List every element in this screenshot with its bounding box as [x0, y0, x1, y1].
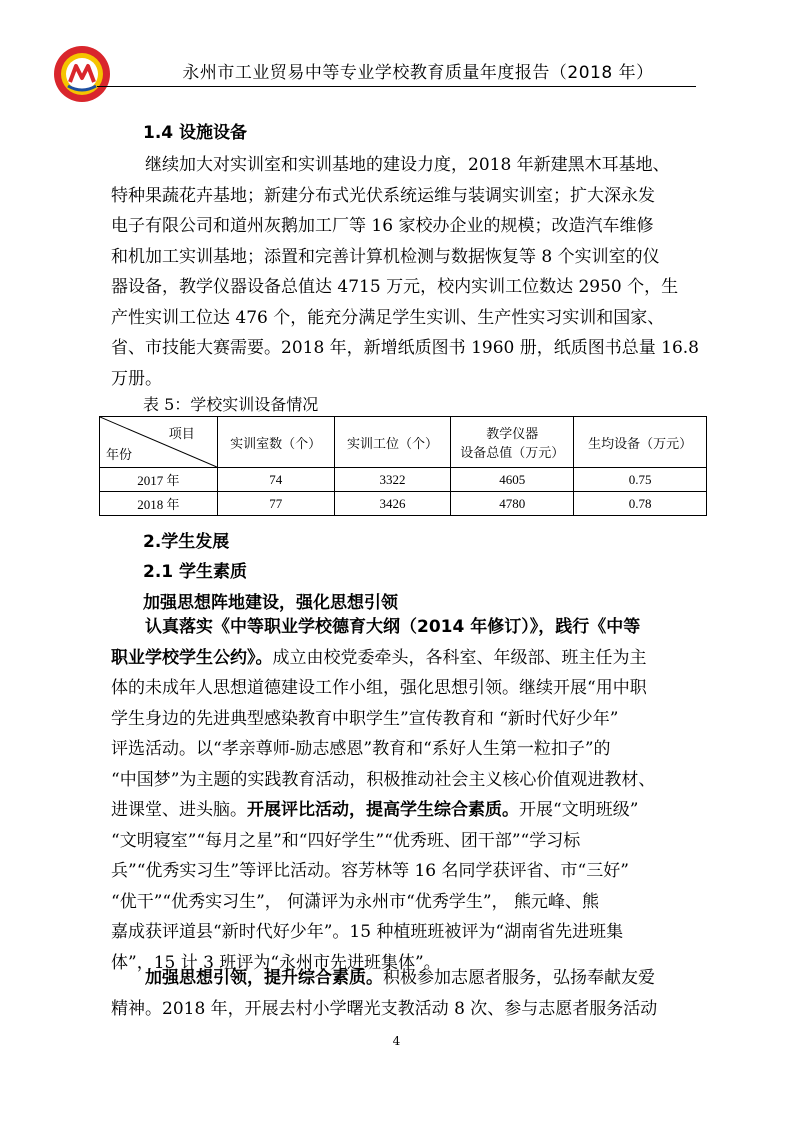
table-cell: 2018 年	[100, 492, 218, 516]
paragraph-moral-education	[111, 612, 701, 978]
text-line	[111, 612, 701, 643]
text-line: 进课堂、进头脑。开展评比活动，提高学生综合素质。开展“文明班级”	[111, 800, 639, 820]
text-line: 评选活动。以“孝亲尊师-励志感恩”教育和“系好人生第一粒扣子”的	[111, 739, 611, 759]
header-cell: 实训室数（个）	[217, 417, 334, 468]
corner-label-item: 项目	[168, 426, 195, 441]
table-cell: 3426	[334, 492, 451, 516]
table-cell: 0.78	[574, 492, 707, 516]
header-cell: 教学仪器 设备总值（万元）	[451, 417, 574, 468]
text-line: 体”，15 计 3 班评为“永州市先进班集体”。	[111, 952, 441, 973]
text-line: 和机加工实训基地；添置和完善计算机检测与数据恢复等 8 个实训室的仪	[111, 246, 660, 267]
header-cell: 实训工位（个）	[334, 417, 451, 468]
equipment-table	[99, 416, 707, 516]
section-heading-student-development: 2.学生发展	[143, 532, 230, 552]
table-caption: 表 5：学校实训设备情况	[143, 395, 319, 414]
table-cell: 2017 年	[100, 468, 218, 492]
table-row	[100, 492, 707, 516]
table-cell: 4780	[451, 492, 574, 516]
text-line: 体的未成年人思想道德建设工作小组，强化思想引领。继续开展“用中职	[111, 678, 647, 698]
table-header-row	[100, 417, 707, 468]
text-line: 学生身边的先进典型感染教育中职学生”宣传教育和 “新时代好少年”	[111, 708, 619, 729]
table-cell: 74	[217, 468, 334, 492]
bold-heading-ideology: 加强思想阵地建设，强化思想引领	[143, 593, 398, 613]
subsection-heading-student-quality: 2.1 学生素质	[143, 562, 248, 582]
text-line: 兵”“优秀实习生”等评比活动。容芳林等 16 名同学获评省、市“三好”	[111, 861, 629, 881]
section-heading-facilities: 1.4 设施设备	[143, 123, 248, 143]
text-line: 万册。	[111, 368, 162, 389]
text-line: 电子有限公司和道州灰鹅加工厂等 16 家校办企业的规模；改造汽车维修	[111, 216, 654, 236]
text-line: 省、市技能大赛需要。2018 年，新增纸质图书 1960 册，纸质图书总量 16.8	[111, 338, 699, 358]
paragraph-facilities	[111, 150, 701, 394]
table-cell: 0.75	[574, 468, 707, 492]
text-line: 精神。2018 年，开展去村小学曙光支教活动 8 次、参与志愿者服务活动	[111, 998, 658, 1019]
report-header-title: 永州市工业贸易中等专业学校教育质量年度报告（2018 年）	[182, 63, 654, 83]
text-line: 职业学校学生公约》。成立由校党委牵头，各科室、年级部、班主任为主	[111, 647, 647, 668]
bold-text: 加强思想引领，提升综合素质。	[145, 968, 383, 988]
header-cell: 生均设备（万元）	[574, 417, 707, 468]
text-line: 产性实训工位达 476 个，能充分满足学生实训、生产性实习实训和国家、	[111, 307, 665, 328]
header-divider	[97, 86, 696, 87]
school-emblem-icon	[52, 44, 112, 104]
text-line: 加强思想引领，提升综合素质。积极参加志愿者服务，弘扬奉献友爱	[145, 968, 655, 988]
paragraph-volunteer	[111, 963, 701, 1024]
text-line: “文明寝室”“每月之星”和“四好学生”“优秀班、团干部”“学习标	[111, 830, 581, 851]
bold-text: 认真落实《中等职业学校德育大纲（2014 年修订）》，践行《中等	[145, 617, 641, 637]
text-line: 器设备，教学仪器设备总值达 4715 万元，校内实训工位数达 2950 个，生	[111, 277, 679, 297]
text-line: “优干”“优秀实习生”， 何潇评为永州市“优秀学生”， 熊元峰、熊	[111, 891, 599, 912]
page-number: 4	[392, 1034, 401, 1048]
corner-header-cell	[100, 417, 218, 468]
text-line: 继续加大对实训室和实训基地的建设力度，2018 年新建黑木耳基地、	[145, 155, 670, 175]
corner-label-year: 年份	[106, 447, 133, 462]
text-line: “中国梦”为主题的实践教育活动，积极推动社会主义核心价值观进教材、	[111, 769, 656, 790]
table-row	[100, 468, 707, 492]
text-line: 特种果蔬花卉基地；新建分布式光伏系统运维与装调实训室；扩大深永发	[111, 185, 655, 206]
bold-text: 职业学校学生公约》。	[111, 647, 273, 668]
table-cell: 77	[217, 492, 334, 516]
text-line: 嘉成获评道县“新时代好少年”。15 种植班班被评为“湖南省先进班集	[111, 922, 624, 942]
table-cell: 4605	[451, 468, 574, 492]
bold-text: 开展评比活动，提高学生综合素质。	[247, 800, 519, 820]
table-cell: 3322	[334, 468, 451, 492]
